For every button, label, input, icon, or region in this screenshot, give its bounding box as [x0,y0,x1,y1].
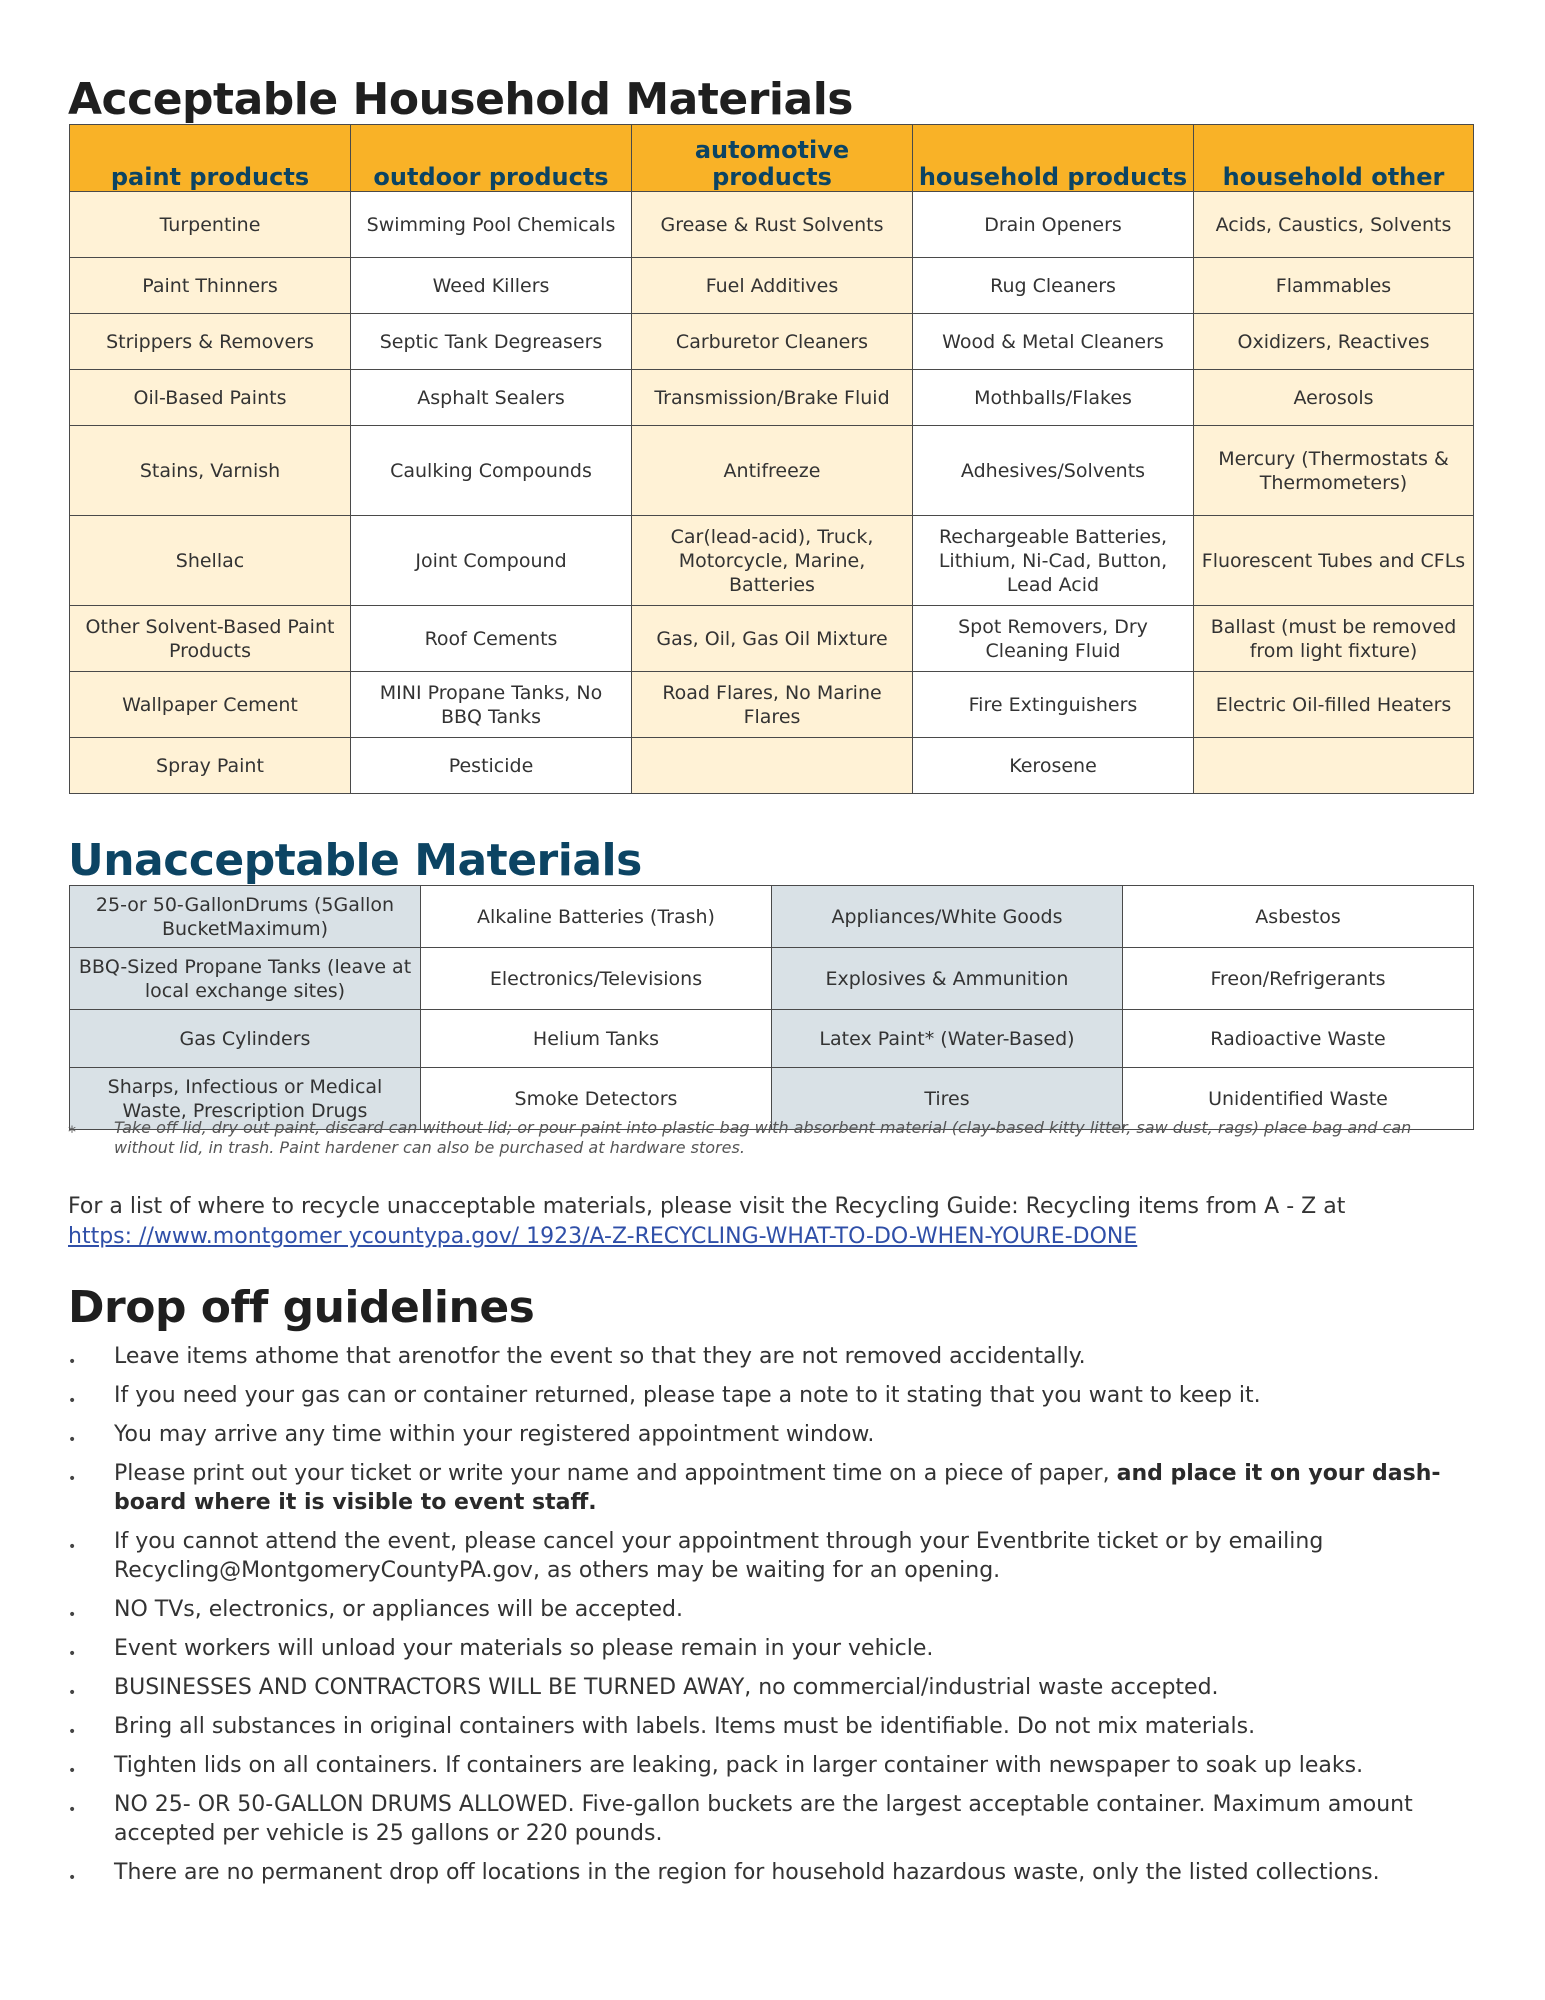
list-item: • Tighten lids on all containers. If containers are leaking, pack in larger container with newspaper to soak up leaks. [68,1751,1488,1780]
table-cell [632,738,913,794]
unacceptable-materials-table [69,885,1474,1130]
list-item: • If you need your gas can or container returned, please tape a note to it stating that you want to keep it. [68,1381,1488,1410]
table-cell: Gas, Oil, Gas Oil Mixture [632,606,913,672]
acceptable-title: Acceptable Household Materials [68,74,853,125]
table-cell: Asphalt Sealers [351,370,632,426]
table-cell: Swimming Pool Chemicals [351,192,632,258]
dropoff-title: Drop off guidelines [68,1282,535,1333]
table-cell: Radioactive Waste [1123,1010,1474,1068]
list-item: • BUSINESSES AND CONTRACTORS WILL BE TURNED AWAY, no commercial/industrial waste accepted. [68,1673,1488,1702]
footnote-text: Take off lid, dry out paint, discard can without lid; or pour paint into plastic bag with absorbent material (clay-based kitty litter, saw dust, rags) place bag and can without lid, in trash. Paint hardener can also be purchased at hardware stores. [114,1118,1412,1157]
table-cell: Transmission/Brake Fluid [632,370,913,426]
header-outdoor-products: outdoor products [351,125,632,192]
table-cell: Tires [772,1068,1123,1130]
list-item: • You may arrive any time within your registered appointment window. [68,1420,1488,1449]
table-row [70,426,1474,516]
table-cell: Road Flares, No Marine Flares [632,672,913,738]
table-cell: Spray Paint [70,738,351,794]
table-cell: Turpentine [70,192,351,258]
table-cell: Weed Killers [351,258,632,314]
table-cell: Spot Removers, Dry Cleaning Fluid [913,606,1194,672]
table-cell: Appliances/White Goods [772,886,1123,948]
table-row [70,738,1474,794]
table-cell: Helium Tanks [421,1010,772,1068]
recycling-guide-link[interactable]: https: //www.montgomer ycountypa.gov/ 1923/A-Z-RECYCLING-WHAT-TO-DO-WHEN-YOURE-DONE [68,1224,1138,1249]
list-item: • Leave items athome that arenotfor the event so that they are not removed accidentally. [68,1342,1488,1371]
table-cell: 25-or 50-GallonDrums (5Gallon BucketMaximum) [70,886,421,948]
table-row [70,606,1474,672]
table-cell: Flammables [1194,258,1474,314]
table-row [70,1010,1474,1068]
latex-paint-footnote [68,1118,1468,1158]
table-cell: Asbestos [1123,886,1474,948]
table-cell: Wallpaper Cement [70,672,351,738]
table-cell: Kerosene [913,738,1194,794]
list-item: • NO 25- OR 50-GALLON DRUMS ALLOWED. Five-gallon buckets are the largest acceptable container. Maximum amount accepted per vehicle is 25 gallons or 220 pounds. [68,1790,1488,1848]
table-cell: Sharps, Infectious or Medical Waste, Prescription Drugs [70,1068,421,1130]
header-paint-products: paint products [70,125,351,192]
recycle-note-text: For a list of where to recycle unacceptable materials, please visit the Recycling Guide: Recycling items from A - Z at [68,1194,1346,1219]
table-cell: Grease & Rust Solvents [632,192,913,258]
table-cell: Smoke Detectors [421,1068,772,1130]
table-row [70,516,1474,606]
table-cell: Mothballs/Flakes [913,370,1194,426]
list-item: • Bring all substances in original containers with labels. Items must be identifiable. Do not mix materials. [68,1712,1488,1741]
table-cell: BBQ-Sized Propane Tanks (leave at local exchange sites) [70,948,421,1010]
print-ticket-bold-text: and place it on your dash-board where it is visible to event staff. [114,1461,1441,1515]
table-cell: Septic Tank Degreasers [351,314,632,370]
table-cell: Electronics/Televisions [421,948,772,1010]
table-cell: Carburetor Cleaners [632,314,913,370]
header-automotive-products: automotive products [632,125,913,192]
table-cell: Paint Thinners [70,258,351,314]
table-cell: Fluorescent Tubes and CFLs [1194,516,1474,606]
table-cell: Acids, Caustics, Solvents [1194,192,1474,258]
table-cell: Explosives & Ammunition [772,948,1123,1010]
list-item [68,1459,1488,1517]
table-cell: MINI Propane Tanks, No BBQ Tanks [351,672,632,738]
acceptable-materials-table [69,124,1474,794]
table-row [70,948,1474,1010]
table-row [70,672,1474,738]
table-cell: Rechargeable Batteries, Lithium, Ni-Cad, Button, Lead Acid [913,516,1194,606]
footnote-mark: * [68,1122,76,1141]
table-cell: Fire Extinguishers [913,672,1194,738]
table-cell: Fuel Additives [632,258,913,314]
table-cell: Other Solvent-Based Paint Products [70,606,351,672]
header-household-products: household products [913,125,1194,192]
table-cell: Freon/Refrigerants [1123,948,1474,1010]
list-item: • There are no permanent drop off locations in the region for household hazardous waste, only the listed collections. [68,1858,1488,1887]
table-cell: Wood & Metal Cleaners [913,314,1194,370]
table-cell: Roof Cements [351,606,632,672]
table-cell: Unidentified Waste [1123,1068,1474,1130]
table-cell [1194,738,1474,794]
recycle-note [68,1192,1488,1252]
header-household-other: household other [1194,125,1474,192]
table-cell: Car(lead-acid), Truck, Motorcycle, Marine, Batteries [632,516,913,606]
table-cell: Gas Cylinders [70,1010,421,1068]
table-cell: Aerosols [1194,370,1474,426]
table-cell: Alkaline Batteries (Trash) [421,886,772,948]
table-cell: Ballast (must be removed from light fixture) [1194,606,1474,672]
list-item: • NO TVs, electronics, or appliances will be accepted. [68,1595,1488,1624]
table-header-row [70,125,1474,192]
print-ticket-text: Please print out your ticket or write your name and appointment time on a piece of paper, [114,1461,1117,1486]
table-cell: Latex Paint* (Water-Based) [772,1010,1123,1068]
table-row [70,192,1474,258]
table-cell: Antifreeze [632,426,913,516]
table-cell: Oxidizers, Reactives [1194,314,1474,370]
table-cell: Drain Openers [913,192,1194,258]
table-cell: Rug Cleaners [913,258,1194,314]
unacceptable-title: Unacceptable Materials [68,835,642,886]
table-row [70,314,1474,370]
table-cell: Strippers & Removers [70,314,351,370]
table-cell: Adhesives/Solvents [913,426,1194,516]
table-cell: Shellac [70,516,351,606]
table-row [70,258,1474,314]
table-row [70,886,1474,948]
table-cell: Electric Oil-filled Heaters [1194,672,1474,738]
dropoff-guidelines-list [68,1342,1488,1897]
table-cell: Joint Compound [351,516,632,606]
table-row [70,370,1474,426]
list-item: • Event workers will unload your materials so please remain in your vehicle. [68,1634,1488,1663]
list-item: • If you cannot attend the event, please cancel your appointment through your Eventbrite ticket or by emailing Recycling@MontgomeryCountyPA.gov, as others may be waiting for an opening. [68,1527,1488,1585]
table-cell: Mercury (Thermostats & Thermometers) [1194,426,1474,516]
table-cell: Stains, Varnish [70,426,351,516]
table-cell: Oil-Based Paints [70,370,351,426]
table-cell: Caulking Compounds [351,426,632,516]
table-cell: Pesticide [351,738,632,794]
